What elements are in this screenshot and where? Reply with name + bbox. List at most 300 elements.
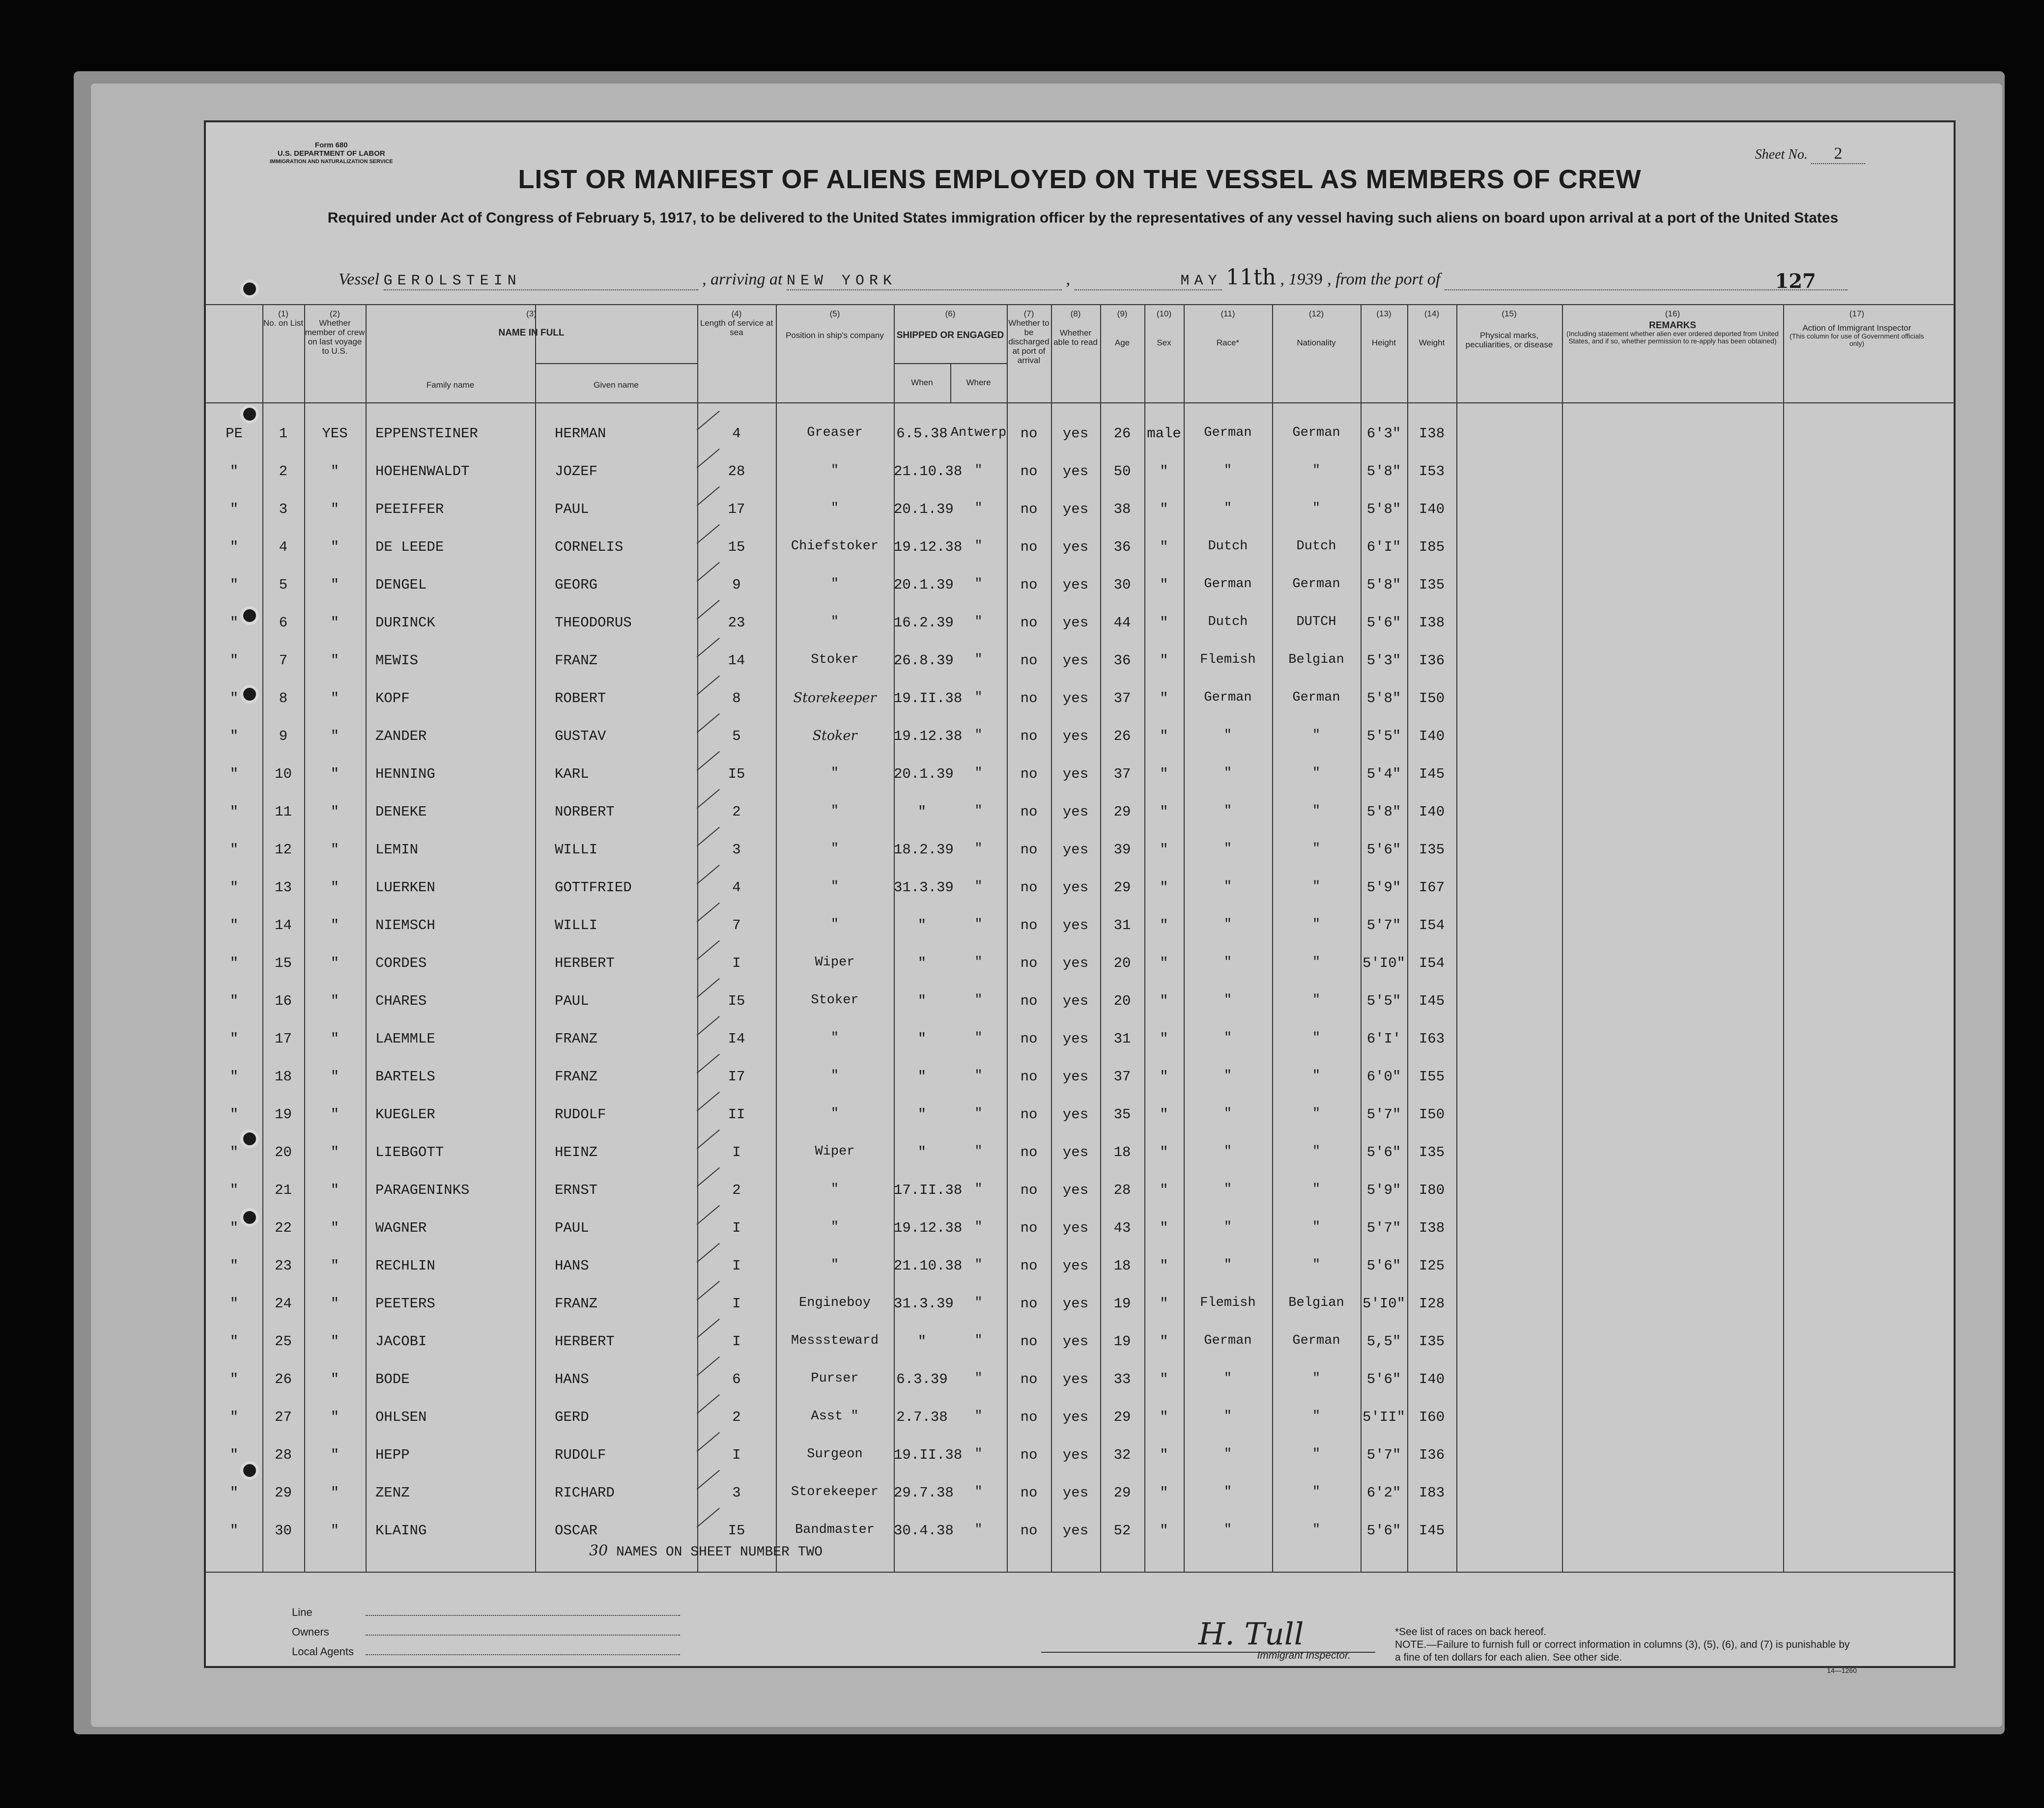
cell-family-name: HENNING [375,766,435,782]
cell-manifest-mark: " [229,615,239,631]
cell-weight: I83 [1419,1485,1445,1501]
cell-shipped-when: 21.10.38 [894,1258,963,1274]
cell-position: " [830,766,839,781]
cell-list-number: 13 [275,879,292,896]
cell-position: " [830,804,839,819]
cell-position: " [830,917,839,932]
cell-last-voyage: " [330,501,340,517]
cell-sex: " [1160,1371,1168,1387]
cell-family-name: NIEMSCH [375,917,435,933]
cell-manifest-mark: PE [226,425,243,442]
cell-given-name: RUDOLF [555,1106,606,1123]
cell-position: Stoker [811,993,859,1008]
cell-manifest-mark: " [229,577,239,593]
col8-header: (8) Whether able to read [1053,309,1098,347]
cell-discharge: no [1020,652,1038,669]
cell-family-name: DURINCK [375,615,435,631]
cell-nationality: " [1312,804,1321,819]
cell-service-length: 14 [728,652,745,669]
cell-service-length: 3 [732,1485,741,1501]
cell-weight: I45 [1419,993,1445,1009]
cell-sex: " [1160,1220,1168,1236]
arriving-label: , arriving at [702,270,783,288]
cell-weight: I25 [1419,1258,1445,1274]
cell-position: Wiper [815,955,855,970]
cell-age: 26 [1113,728,1131,744]
cell-weight: I40 [1419,728,1445,744]
cell-weight: I45 [1419,766,1445,782]
cell-shipped-where: " [974,993,983,1008]
cell-service-length: 3 [732,842,741,858]
cell-nationality: " [1312,1106,1321,1121]
cell-sex: " [1160,879,1168,896]
cell-able-to-read: yes [1062,1031,1089,1047]
cell-position: Messsteward [791,1333,879,1348]
sheet-number [1755,144,1865,164]
cell-shipped-when: 29.7.38 [894,1485,954,1501]
cell-race: " [1223,1220,1232,1235]
punch-hole [240,405,259,424]
cell-sex: " [1160,1333,1168,1350]
col10-header: (10) Sex [1156,309,1172,347]
cell-discharge: no [1020,955,1038,971]
cell-race: " [1223,842,1232,856]
cell-manifest-mark: " [229,1031,239,1047]
cell-manifest-mark: " [229,501,239,517]
cell-age: 29 [1113,879,1131,896]
cell-age: 37 [1113,1069,1131,1085]
cell-shipped-where: " [974,652,983,667]
cell-height: 5'8" [1366,690,1401,706]
cell-sex: " [1160,1031,1168,1047]
cell-discharge: no [1020,1031,1038,1047]
cell-position: Bandmaster [795,1523,875,1537]
cell-race: Dutch [1208,539,1248,554]
cell-family-name: KUEGLER [375,1106,435,1123]
cell-sex: " [1160,804,1168,820]
table-row [206,906,1955,942]
cell-age: 36 [1113,652,1131,669]
cell-discharge: no [1020,1182,1038,1198]
cell-able-to-read: yes [1062,463,1089,480]
table-row [206,869,1955,904]
cell-given-name: HERMAN [555,425,606,442]
cell-shipped-where: " [974,1296,983,1310]
cell-race: " [1223,501,1232,516]
cell-shipped-when: 26.8.39 [894,652,954,669]
manifest-sheet [204,120,1956,1674]
cell-given-name: THEODORUS [555,615,632,631]
cell-family-name: BODE [375,1371,410,1387]
vessel-name: GEROLSTEIN [384,273,698,290]
cell-nationality: " [1312,917,1321,932]
cell-last-voyage: " [330,1106,340,1123]
cell-discharge: no [1020,1296,1038,1312]
cell-last-voyage: " [330,842,340,858]
cell-height: 6'I" [1366,539,1401,555]
cell-height: 5'3" [1366,652,1401,669]
cell-manifest-mark: " [229,1144,239,1160]
cell-shipped-when: 17.II.38 [894,1182,963,1198]
cell-age: 38 [1113,501,1131,517]
year-suffix: 9 [1313,271,1323,288]
cell-service-length: 28 [728,463,745,480]
cell-discharge: no [1020,766,1038,782]
cell-given-name: GEORG [555,577,598,593]
names-count-text: NAMES ON SHEET NUMBER TWO [616,1545,823,1560]
cell-shipped-when: 2.7.38 [896,1409,948,1425]
cell-manifest-mark: " [229,842,239,858]
cell-service-length: I [732,1258,741,1274]
cell-weight: I36 [1419,652,1445,669]
col3-header: (3) NAME IN FULL [498,309,565,338]
cell-discharge: no [1020,690,1038,706]
cell-race: " [1223,1144,1232,1159]
cell-manifest-mark: " [229,955,239,971]
department-name: U.S. DEPARTMENT OF LABOR [277,149,385,158]
cell-list-number: 18 [275,1069,292,1085]
punch-hole [240,280,259,298]
cell-able-to-read: yes [1062,1523,1089,1539]
cell-height: 5'7" [1366,1447,1401,1463]
cell-weight: I35 [1419,842,1445,858]
cell-weight: I80 [1419,1182,1445,1198]
cell-race: " [1223,993,1232,1008]
cell-list-number: 17 [275,1031,292,1047]
cell-able-to-read: yes [1062,1258,1089,1274]
cell-last-voyage: " [330,804,340,820]
cell-age: 20 [1113,955,1131,971]
cell-list-number: 26 [275,1371,292,1387]
cell-discharge: no [1020,917,1038,933]
cell-service-length: I5 [728,1523,745,1539]
cell-manifest-mark: " [229,804,239,820]
cell-shipped-where: Antwerp [950,425,1007,440]
cell-shipped-when: 16.2.39 [894,615,954,631]
cell-able-to-read: yes [1062,766,1089,782]
cell-height: 5'8" [1366,501,1401,517]
cell-weight: I85 [1419,539,1445,555]
cell-nationality: " [1312,1485,1321,1499]
punch-hole [240,685,259,704]
table-row [206,1474,1955,1510]
cell-nationality: German [1292,425,1340,440]
footer-notes [1395,1626,1857,1677]
cell-manifest-mark: " [229,1220,239,1236]
punch-hole [240,1130,259,1148]
cell-nationality: Belgian [1288,652,1344,667]
cell-sex: " [1160,1485,1168,1501]
cell-shipped-where: " [974,842,983,856]
vessel-line: Vessel GEROLSTEIN , arriving at NEW YORK , MAY 11th , 1939 , from the port of [339,265,1847,290]
cell-position: Asst " [811,1409,859,1424]
cell-age: 35 [1113,1106,1131,1123]
cell-discharge: no [1020,615,1038,631]
table-row [206,717,1955,753]
cell-service-length: I7 [728,1069,745,1085]
cell-shipped-where: " [974,1069,983,1083]
cell-family-name: DE LEEDE [375,539,444,555]
cell-last-voyage: " [330,993,340,1009]
cell-position: " [830,577,839,592]
cell-race: " [1223,1258,1232,1272]
cell-last-voyage: " [330,917,340,933]
cell-list-number: 9 [279,728,288,744]
cell-sex: " [1160,539,1168,555]
cell-shipped-when: 19.12.38 [894,539,963,555]
col17-header: (17) Action of Immigrant Inspector (This column for use of Government officials only) [1789,309,1924,347]
cell-nationality: " [1312,728,1321,743]
cell-family-name: KLAING [375,1523,427,1539]
cell-nationality: Belgian [1288,1296,1344,1310]
cell-shipped-when: 19.12.38 [894,728,963,744]
cell-age: 30 [1113,577,1131,593]
cell-age: 19 [1113,1296,1131,1312]
punch-hole [240,606,259,625]
cell-family-name: DENEKE [375,804,427,820]
signature-line [1041,1616,1375,1653]
cell-age: 29 [1113,1485,1131,1501]
cell-family-name: ZENZ [375,1485,410,1501]
cell-given-name: JOZEF [555,463,598,480]
cell-list-number: 4 [279,539,288,555]
cell-service-length: I [732,1220,741,1236]
cell-able-to-read: yes [1062,577,1089,593]
col13-header: (13) Height [1371,309,1396,347]
cell-shipped-where: " [974,1523,983,1537]
cell-discharge: no [1020,501,1038,517]
cell-shipped-where: " [974,1031,983,1045]
cell-height: 5'6" [1366,842,1401,858]
cell-weight: I53 [1419,463,1445,480]
cell-manifest-mark: " [229,1485,239,1501]
cell-sex: male [1147,425,1181,442]
cell-given-name: RUDOLF [555,1447,606,1463]
cell-shipped-where: " [974,539,983,554]
cell-service-length: II [728,1106,745,1123]
service-name: IMMIGRATION AND NATURALIZATION SERVICE [270,159,393,165]
cell-given-name: FRANZ [555,1069,598,1085]
cell-discharge: no [1020,728,1038,744]
cell-discharge: no [1020,539,1038,555]
cell-service-length: 15 [728,539,745,555]
cell-shipped-where: " [974,1447,983,1462]
cell-race: " [1223,728,1232,743]
cell-position: " [830,615,839,629]
cell-height: 5'4" [1366,766,1401,782]
given-name-header: Given name [594,380,639,390]
names-count: 30 [589,1542,608,1559]
cell-family-name: HOEHENWALDT [375,463,470,480]
cell-service-length: 5 [732,728,741,744]
cell-manifest-mark: " [229,766,239,782]
cell-last-voyage: YES [322,425,348,442]
cell-shipped-where: " [974,917,983,932]
cell-family-name: KOPF [375,690,410,706]
cell-sex: " [1160,577,1168,593]
cell-age: 44 [1113,615,1131,631]
cell-list-number: 2 [279,463,288,480]
cell-race: German [1204,425,1252,440]
cell-list-number: 11 [275,804,292,820]
cell-race: German [1204,1333,1252,1348]
cell-weight: I40 [1419,804,1445,820]
cell-race: " [1223,955,1232,970]
cell-age: 50 [1113,463,1131,480]
cell-family-name: PEETERS [375,1296,435,1312]
cell-manifest-mark: " [229,1182,239,1198]
cell-position: " [830,1258,839,1272]
cell-given-name: HANS [555,1258,589,1274]
cell-able-to-read: yes [1062,615,1089,631]
cell-able-to-read: yes [1062,1409,1089,1425]
cell-height: 6'3" [1366,425,1401,442]
cell-age: 37 [1113,690,1131,706]
cell-height: 5'9" [1366,1182,1401,1198]
table-row [206,755,1955,791]
cell-position: Engineboy [799,1296,871,1310]
cell-weight: I35 [1419,577,1445,593]
table-row [206,793,1955,829]
arrival-month: MAY [1075,273,1222,290]
cell-age: 37 [1113,766,1131,782]
cell-race: German [1204,577,1252,592]
cell-sex: " [1160,993,1168,1009]
cell-family-name: CHARES [375,993,427,1009]
cell-nationality: " [1312,1220,1321,1235]
cell-service-length: I5 [728,766,745,782]
cell-race: " [1223,1447,1232,1462]
cell-weight: I50 [1419,690,1445,706]
cell-race: " [1223,1409,1232,1424]
table-row [206,642,1955,678]
cell-last-voyage: " [330,1182,340,1198]
cell-given-name: RICHARD [555,1485,615,1501]
cell-sex: " [1160,615,1168,631]
header-bottom-rule [206,402,1955,403]
cell-service-length: I4 [728,1031,745,1047]
cell-family-name: RECHLIN [375,1258,435,1274]
cell-given-name: WILLI [555,842,598,858]
cell-race: " [1223,1106,1232,1121]
cell-given-name: FRANZ [555,1296,598,1312]
cell-list-number: 28 [275,1447,292,1463]
cell-shipped-when: " [917,1333,927,1350]
cell-manifest-mark: " [229,690,239,706]
cell-position: Chiefstoker [791,539,879,554]
cell-shipped-when: 19.II.38 [894,1447,963,1463]
cell-shipped-where: " [974,615,983,629]
cell-weight: I45 [1419,1523,1445,1539]
cell-manifest-mark: " [229,1069,239,1085]
cell-height: 5'8" [1366,804,1401,820]
when-header: When [911,378,933,387]
cell-age: 28 [1113,1182,1131,1198]
cell-sex: " [1160,842,1168,858]
cell-last-voyage: " [330,463,340,480]
cell-able-to-read: yes [1062,879,1089,896]
cell-discharge: no [1020,1447,1038,1463]
cell-race: " [1223,1031,1232,1045]
table-row [206,1512,1955,1548]
table-row [206,1360,1955,1396]
cell-service-length: I [732,1333,741,1350]
cell-service-length: 2 [732,1409,741,1425]
cell-age: 39 [1113,842,1131,858]
cell-height: 5'8" [1366,463,1401,480]
cell-family-name: DENGEL [375,577,427,593]
cell-height: 5'7" [1366,1220,1401,1236]
cell-height: 5'I0" [1362,955,1405,971]
cell-nationality: DUTCH [1296,615,1336,629]
cell-shipped-when: 20.1.39 [894,501,954,517]
cell-race: " [1223,463,1232,478]
corner-number: 127 [1775,270,1816,293]
cell-height: 6'I' [1366,1031,1401,1047]
sheet-number-value: 2 [1811,144,1865,164]
cell-last-voyage: " [330,1220,340,1236]
cell-race: Dutch [1208,615,1248,629]
cell-able-to-read: yes [1062,539,1089,555]
cell-weight: I67 [1419,879,1445,896]
col6-header: (6) SHIPPED OR ENGAGED [896,309,1004,340]
cell-given-name: WILLI [555,917,598,933]
cell-list-number: 1 [279,425,288,442]
cell-able-to-read: yes [1062,1333,1089,1350]
manifest-title: LIST OR MANIFEST OF ALIENS EMPLOYED ON THE VESSEL AS MEMBERS OF CREW [518,165,1642,194]
cell-discharge: no [1020,1333,1038,1350]
cell-shipped-where: " [974,955,983,970]
cell-given-name: HERBERT [555,955,615,971]
cell-shipped-where: " [974,879,983,894]
cell-list-number: 24 [275,1296,292,1312]
cell-weight: I35 [1419,1144,1445,1160]
cell-last-voyage: " [330,615,340,631]
cell-height: 5'7" [1366,1106,1401,1123]
cell-nationality: German [1292,1333,1340,1348]
cell-service-length: 4 [732,425,741,442]
cell-last-voyage: " [330,766,340,782]
cell-height: 5'6" [1366,1523,1401,1539]
cell-sex: " [1160,652,1168,669]
cell-height: 5'6" [1366,1258,1401,1274]
cell-given-name: GOTTFRIED [555,879,632,896]
cell-given-name: KARL [555,766,589,782]
cell-weight: I38 [1419,1220,1445,1236]
cell-discharge: no [1020,1258,1038,1274]
cell-shipped-when: 31.3.39 [894,879,954,896]
cell-given-name: NORBERT [555,804,615,820]
cell-family-name: CORDES [375,955,427,971]
cell-race: " [1223,1485,1232,1499]
cell-weight: I35 [1419,1333,1445,1350]
cell-last-voyage: " [330,728,340,744]
cell-shipped-when: 19.12.38 [894,1220,963,1236]
cell-last-voyage: " [330,1485,340,1501]
cell-shipped-where: " [974,577,983,592]
cell-position: " [830,1220,839,1235]
col16-header: (16) REMARKS (Including statement whether alien ever ordered deported from United States, and if so, whether permission to re-apply has been obtained) [1566,309,1779,345]
cell-service-length: I [732,955,741,971]
cell-race: " [1223,1182,1232,1197]
cell-height: 6'0" [1366,1069,1401,1085]
cell-shipped-when: " [917,804,927,820]
cell-age: 29 [1113,804,1131,820]
cell-sex: " [1160,728,1168,744]
cell-shipped-when: 19.II.38 [894,690,963,706]
inspector-label: Immigrant Inspector. [1257,1650,1351,1661]
cell-position: " [830,1031,839,1045]
